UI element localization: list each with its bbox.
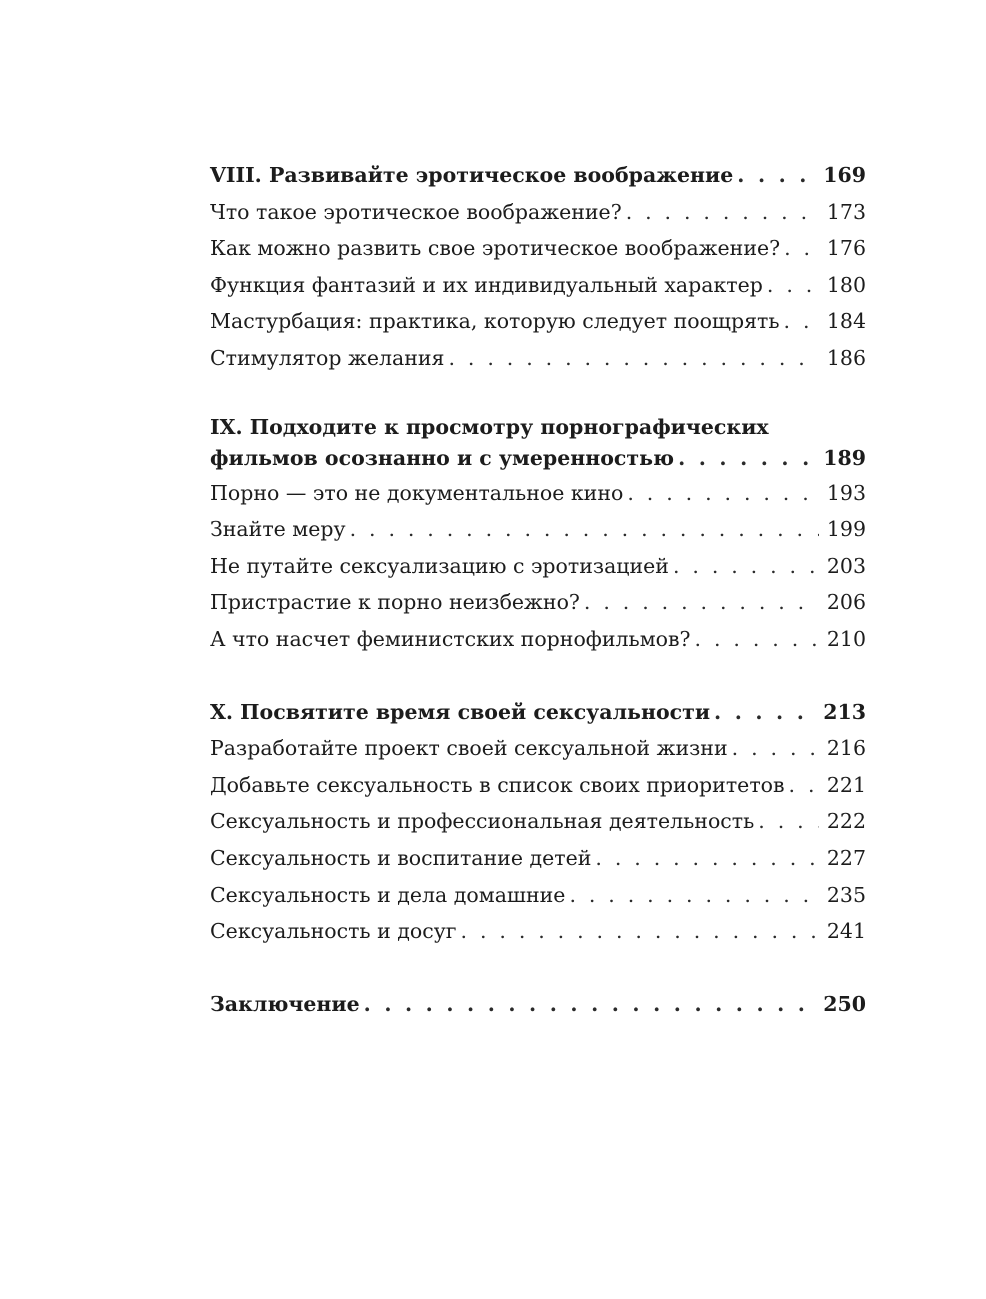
dot-leader	[678, 442, 815, 475]
dot-leader	[627, 475, 819, 512]
entry-title: Пристрастие к порно неизбежно?	[210, 590, 580, 615]
dot-leader	[714, 694, 815, 731]
dot-leader	[758, 803, 819, 840]
toc-entry	[210, 621, 866, 658]
dot-leader	[448, 340, 818, 377]
entry-page-number: 180	[826, 272, 866, 297]
dot-leader	[784, 303, 819, 340]
toc-entry	[210, 511, 866, 548]
entry-title: Не путайте сексуализацию с эротизацией	[210, 553, 669, 578]
dot-leader	[584, 584, 819, 621]
toc-entry	[210, 840, 866, 877]
dot-leader	[784, 230, 819, 267]
entry-title: Мастурбация: практика, которую следует поощрять	[210, 309, 780, 334]
toc-entry	[210, 767, 866, 804]
toc-chapter-heading	[210, 157, 866, 194]
dot-leader	[767, 267, 819, 304]
entry-page-number: 199	[826, 517, 866, 542]
chapter-title: X. Посвятите время своей сексуальности	[210, 699, 711, 724]
toc-entry	[210, 267, 866, 304]
toc-entry	[210, 475, 866, 512]
chapter-page-number: 213	[823, 699, 866, 724]
entry-title: Сексуальность и дела домашние	[210, 882, 566, 907]
chapter-page-number: 250	[823, 991, 866, 1016]
entry-title: Сексуальность и досуг	[210, 919, 457, 944]
toc-entry	[210, 303, 866, 340]
chapter-page-number: 189	[823, 445, 866, 470]
toc-entry	[210, 230, 866, 267]
dot-leader	[364, 986, 816, 1023]
toc-entry	[210, 584, 866, 621]
toc-entry	[210, 877, 866, 914]
toc-entry	[210, 548, 866, 585]
toc-chapter-heading	[210, 442, 866, 475]
entry-page-number: 193	[826, 480, 866, 505]
dot-leader	[732, 730, 819, 767]
toc-entry	[210, 730, 866, 767]
entry-page-number: 176	[826, 236, 866, 261]
entry-page-number: 222	[826, 809, 866, 834]
toc-section-conclusion	[210, 986, 866, 1023]
table-of-contents	[210, 157, 866, 1058]
chapter-title: VIII. Развивайте эротическое воображение	[210, 163, 734, 187]
chapter-title-line-2: фильмов осознанно и с умеренностью	[210, 445, 675, 470]
entry-page-number: 227	[826, 845, 866, 870]
entry-page-number: 186	[826, 345, 866, 370]
entry-page-number: 216	[826, 736, 866, 761]
entry-title: Функция фантазий и их индивидуальный характер	[210, 272, 763, 297]
entry-title: Порно — это не документальное кино	[210, 480, 624, 505]
entry-title: Разработайте проект своей сексуальной жизни	[210, 736, 728, 761]
entry-title: А что насчет феминистских порнофильмов?	[210, 626, 691, 651]
toc-section-chapter-9	[210, 413, 866, 658]
entry-page-number: 173	[826, 199, 866, 224]
chapter-page-number: 169	[823, 163, 866, 187]
toc-chapter-heading	[210, 694, 866, 731]
toc-section-chapter-8	[210, 157, 866, 377]
entry-page-number: 203	[826, 553, 866, 578]
toc-entry	[210, 194, 866, 231]
entry-title: Знайте меру	[210, 517, 346, 542]
toc-entry	[210, 803, 866, 840]
entry-title: Стимулятор желания	[210, 345, 445, 370]
dot-leader	[789, 767, 819, 804]
dot-leader	[695, 621, 819, 658]
dot-leader	[569, 877, 818, 914]
dot-leader	[737, 157, 815, 194]
entry-page-number: 206	[826, 590, 866, 615]
entry-page-number: 221	[826, 772, 866, 797]
entry-page-number: 184	[826, 309, 866, 334]
dot-leader	[595, 840, 818, 877]
entry-title: Как можно развить свое эротическое воображение?	[210, 236, 781, 261]
toc-entry	[210, 913, 866, 950]
entry-page-number: 210	[826, 626, 866, 651]
toc-section-chapter-10	[210, 694, 866, 950]
entry-title: Что такое эротическое воображение?	[210, 199, 622, 224]
chapter-title-line-1: IX. Подходите к просмотру порнографических	[210, 414, 769, 439]
entry-title: Добавьте сексуальность в список своих приоритетов	[210, 772, 785, 797]
dot-leader	[350, 511, 819, 548]
dot-leader	[461, 913, 819, 950]
dot-leader	[673, 548, 819, 585]
entry-title: Сексуальность и профессиональная деятельность	[210, 809, 755, 834]
entry-page-number: 235	[826, 882, 866, 907]
entry-page-number: 241	[826, 919, 866, 944]
chapter-title: Заключение	[210, 991, 360, 1016]
toc-chapter-heading	[210, 986, 866, 1023]
dot-leader	[626, 194, 819, 231]
entry-title: Сексуальность и воспитание детей	[210, 845, 592, 870]
toc-entry	[210, 340, 866, 377]
